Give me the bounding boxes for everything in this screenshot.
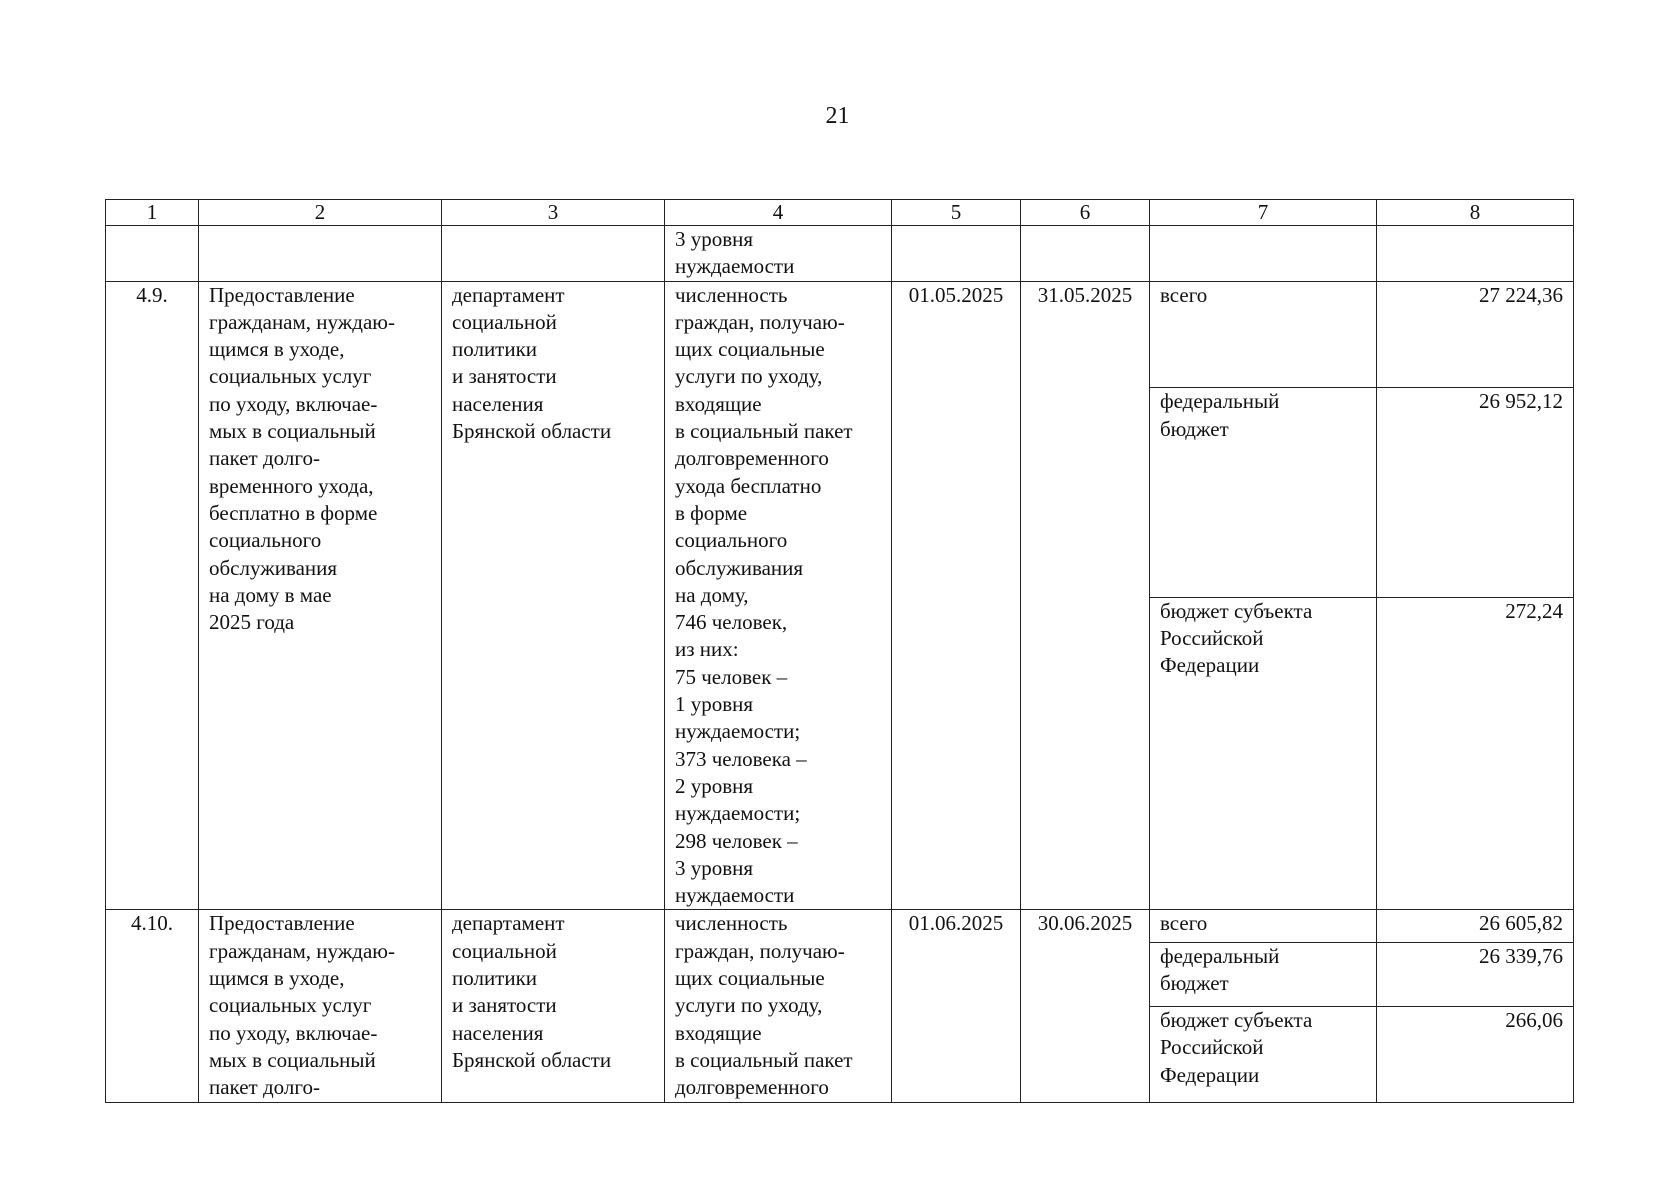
- cell-responsible: департамент социальной политики и занятости населения Брянской области: [442, 910, 665, 1102]
- cell-funding-source: федеральный бюджет: [1150, 388, 1377, 598]
- cell-event: Предоставление гражданам, нуждаю- щимся в уходе, социальных услуг по уходу, включае- мых в социальный пакет долго- временного ухода, бесплатно в форме социального обслуживания на дому в мае 2025 года: [199, 281, 442, 910]
- cell-empty: [1021, 226, 1150, 282]
- column-number-row: [106, 200, 1574, 226]
- cell-indicator: численность граждан, получаю- щих социальные услуги по уходу, входящие в социальный пакет долговременного: [665, 910, 892, 1102]
- cell-funding-source: всего: [1150, 281, 1377, 388]
- cell-funding-amount: 272,24: [1377, 597, 1574, 910]
- table-row: [106, 910, 1574, 943]
- plan-table: [105, 199, 1574, 1103]
- cell-event: Предоставление гражданам, нуждаю- щимся в уходе, социальных услуг по уходу, включае- мых в социальный пакет долго-: [199, 910, 442, 1102]
- cell-empty: [442, 226, 665, 282]
- cell-funding-source: бюджет субъекта Российской Федерации: [1150, 1007, 1377, 1102]
- column-number: 4: [665, 200, 892, 226]
- cell-end-date: 31.05.2025: [1021, 281, 1150, 910]
- cell-number: 4.10.: [106, 910, 199, 1102]
- cell-indicator: численность граждан, получаю- щих социальные услуги по уходу, входящие в социальный пакет долговременного ухода бесплатно в форме социального обслуживания на дому, 746 человек, из них: 75 человек – 1 уровня нуждаемости; 373 человека – 2 уровня нуждаемости; 298 человек – 3 уровня нуждаемости: [665, 281, 892, 910]
- cell-empty: [892, 226, 1021, 282]
- column-number: 7: [1150, 200, 1377, 226]
- page-number: 21: [825, 103, 850, 129]
- cell-funding-source: всего: [1150, 910, 1377, 943]
- column-number: 6: [1021, 200, 1150, 226]
- column-number: 2: [199, 200, 442, 226]
- cell-funding-amount: 26 952,12: [1377, 388, 1574, 598]
- cell-funding-amount: 26 339,76: [1377, 943, 1574, 1007]
- cell-empty: [199, 226, 442, 282]
- column-number: 1: [106, 200, 199, 226]
- cell-start-date: 01.06.2025: [892, 910, 1021, 1102]
- cell-empty: [1150, 226, 1377, 282]
- continuation-row: [106, 226, 1574, 282]
- cell-empty: [1377, 226, 1574, 282]
- column-number: 5: [892, 200, 1021, 226]
- table-row: [106, 281, 1574, 388]
- column-number: 8: [1377, 200, 1574, 226]
- cell-number: 4.9.: [106, 281, 199, 910]
- cell-funding-source: федеральный бюджет: [1150, 943, 1377, 1007]
- column-number: 3: [442, 200, 665, 226]
- cell-funding-source: бюджет субъекта Российской Федерации: [1150, 597, 1377, 910]
- cell-end-date: 30.06.2025: [1021, 910, 1150, 1102]
- cell-funding-amount: 26 605,82: [1377, 910, 1574, 943]
- cell-empty: [106, 226, 199, 282]
- cell-start-date: 01.05.2025: [892, 281, 1021, 910]
- cell-funding-amount: 266,06: [1377, 1007, 1574, 1102]
- cell-responsible: департамент социальной политики и занятости населения Брянской области: [442, 281, 665, 910]
- cell-indicator: 3 уровня нуждаемости: [665, 226, 892, 282]
- cell-funding-amount: 27 224,36: [1377, 281, 1574, 388]
